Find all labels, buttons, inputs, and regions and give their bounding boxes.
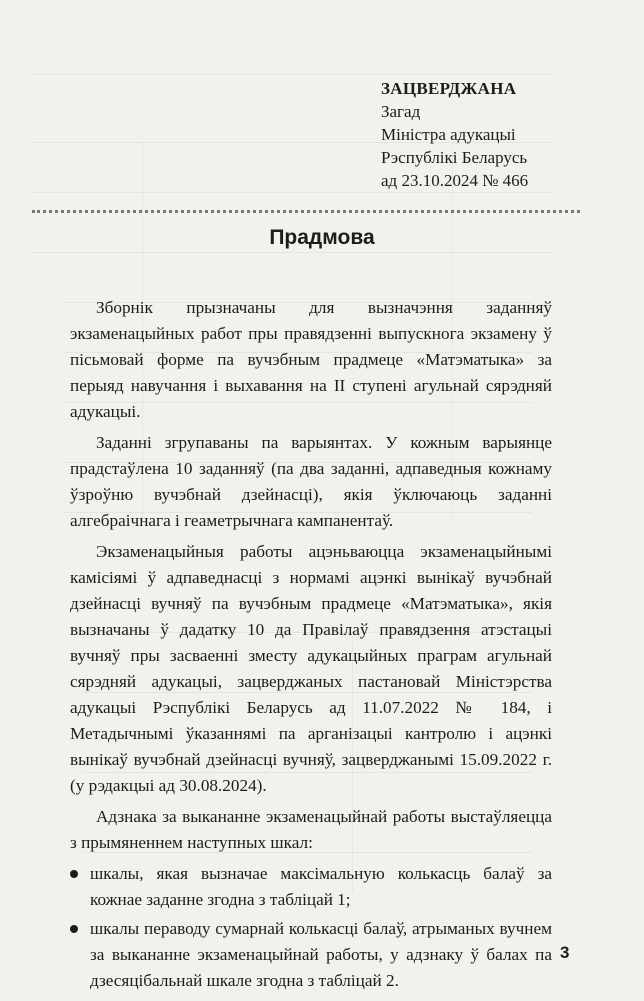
page-number: 3 xyxy=(560,943,570,962)
paragraph: Зборнік прызначаны для вызначэння заданняў экзаменацыйных работ пры правядзенні выпускнога экзамену ў пісьмовай форме па вучэбным прадмеце «Матэматыка» за перыяд навучання і выхавання на II ступені агульнай сярэдняй адукацыі. xyxy=(70,298,552,421)
scale-list xyxy=(70,861,552,994)
paragraph: Заданні згрупаваны па варыянтах. У кожным варыянце прадстаўлена 10 заданняў (па два заданні, адпаведныя кожнаму ўзроўню вучэбнай дзейнасці), якія ўключаюць заданні алгебраічнага і геаметрычнага кампанентаў. xyxy=(70,433,552,530)
approval-line-order: Загад xyxy=(381,102,421,121)
section-title: Прадмова xyxy=(269,226,375,249)
bullet-icon xyxy=(70,870,78,878)
paragraph: Экзаменацыйныя работы ацэньваюцца экзаменацыйнымі камісіямі ў адпаведнасці з нормамі ацэнкі вынікаў вучэбнай дзейнасці вучняў па вучэбным прадмеце «Матэматыка», якія вызначаны ў дадатку 10 да Правілаў правядзення атэстацыі вучняў пры засваенні зместу адукацыйных праграм агульнай сярэдняй адукацыі, зацверджаных пастановай Міністэрства адукацыі Рэспублікі Беларусь ад 11.07.2022 № 184, і Метадычнымі ўказаннямі па арганізацыі кантролю і ацэнкі вынікаў вучэбнай дзейнасці вучняў, зацверджанымі 15.09.2022 г. (у рэдакцыі ад 30.08.2024). xyxy=(70,542,552,795)
list-item xyxy=(70,861,552,913)
approval-line-republic: Рэспублікі Беларусь xyxy=(381,148,528,167)
approval-line-minister: Міністра адукацыі xyxy=(381,125,516,144)
bullet-icon xyxy=(70,925,78,933)
approval-heading: ЗАЦВЕРДЖАНА xyxy=(381,79,517,98)
list-item-text: шкалы, якая вызначае максімальную колькасць балаў за кожнае заданне згодна з табліцай 1; xyxy=(90,864,552,909)
preface-body xyxy=(70,295,552,997)
list-item xyxy=(70,916,552,994)
list-item-text: шкалы пераводу сумарнай колькасці балаў, атрыманых вучнем за выкананне экзаменацыйнай работы, у адзнаку ў балах па дзесяцібальнай шкале згодна з табліцай 2. xyxy=(90,919,552,990)
approval-line-date: ад 23.10.2024 № 466 xyxy=(381,171,529,190)
approval-block xyxy=(381,77,581,192)
paragraph: Адзнака за выкананне экзаменацыйнай работы выстаўляецца з прымяненнем наступных шкал: xyxy=(70,807,552,852)
dotted-divider xyxy=(32,210,580,213)
